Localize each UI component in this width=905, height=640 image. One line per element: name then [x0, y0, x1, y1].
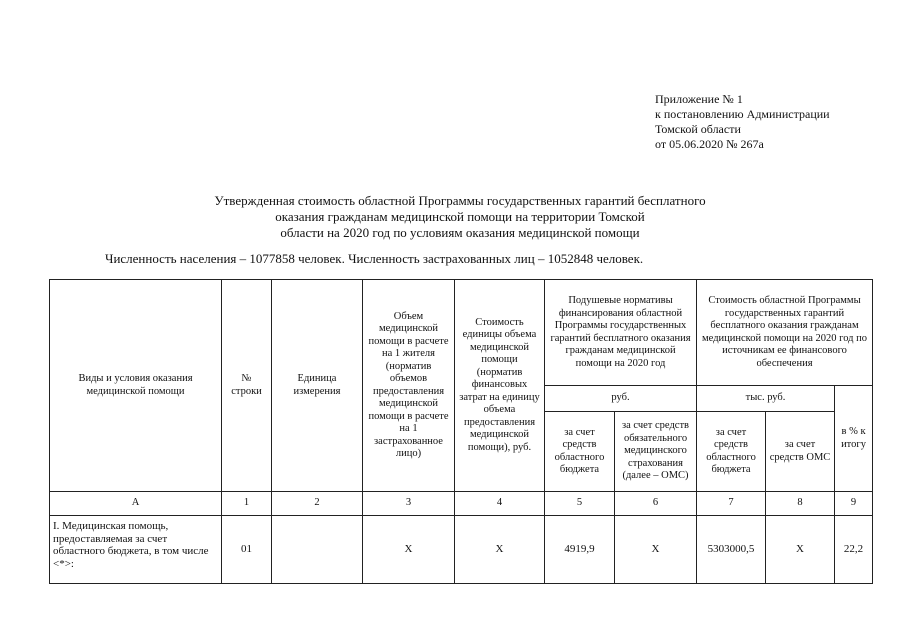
appendix-line: Томской области: [655, 122, 741, 136]
column-number-row: [50, 492, 873, 516]
row-per-capita-oms: Х: [615, 516, 697, 584]
header-col-4: Стоимость единицы объема медицинской помощи (норматив финансовых затрат на единицу объема предоставления медицинской помощи), руб.: [455, 280, 545, 492]
column-number: 6: [615, 492, 697, 516]
program-cost-table: [49, 279, 873, 584]
header-col-7: за счет средств областного бюджета: [697, 412, 766, 492]
document-title: [140, 193, 780, 241]
row-per-capita-budget: 4919,9: [545, 516, 615, 584]
row-unit: [272, 516, 363, 584]
header-group-cost: Стоимость областной Программы государственных гарантий бесплатного оказания гражданам медицинской помощи на 2020 год по источникам ее финансового обеспечения: [697, 280, 873, 386]
header-col-9: в % к итогу: [835, 386, 873, 492]
title-line: Утвержденная стоимость областной Программы государственных гарантий бесплатного: [214, 193, 706, 208]
population-line: Численность населения – 1077858 человек. Численность застрахованных лиц – 1052848 человек.: [105, 251, 644, 266]
appendix-line: к постановлению Администрации: [655, 107, 830, 121]
column-number: 2: [272, 492, 363, 516]
title-line: области на 2020 год по условиям оказания медицинской помощи: [280, 225, 640, 240]
header-unit-thousand-rub: тыс. руб.: [697, 386, 835, 412]
appendix-line: от 05.06.2020 № 267а: [655, 137, 764, 151]
column-number: 1: [222, 492, 272, 516]
header-col-2: Единица измерения: [272, 280, 363, 492]
column-number: 5: [545, 492, 615, 516]
header-col-5: за счет средств областного бюджета: [545, 412, 615, 492]
row-label: I. Медицинская помощь, предоставляемая за счет областного бюджета, в том числе <*>:: [50, 516, 222, 584]
header-col-3: Объем медицинской помощи в расчете на 1 жителя (норматив объемов предоставления медицинской помощи в расчете на 1 застрахованное лицо): [363, 280, 455, 492]
header-col-8: за счет средств ОМС: [766, 412, 835, 492]
header-group-per-capita: Подушевые нормативы финансирования областной Программы государственных гарантий бесплатного оказания гражданам медицинской помощи на 2020 год: [545, 280, 697, 386]
column-number: 3: [363, 492, 455, 516]
column-number: А: [50, 492, 222, 516]
row-cost-oms: Х: [766, 516, 835, 584]
row-unit-cost: Х: [455, 516, 545, 584]
row-volume: Х: [363, 516, 455, 584]
header-col-a: Виды и условия оказания медицинской помощи: [50, 280, 222, 492]
header-unit-rub: руб.: [545, 386, 697, 412]
row-percent: 22,2: [835, 516, 873, 584]
title-line: оказания гражданам медицинской помощи на территории Томской: [275, 209, 645, 224]
table-row: [50, 516, 873, 584]
appendix-block: [655, 92, 830, 152]
header-col-1: № строки: [222, 280, 272, 492]
column-number: 4: [455, 492, 545, 516]
column-number: 8: [766, 492, 835, 516]
row-number: 01: [222, 516, 272, 584]
header-col-6: за счет средств обязательного медицинского страхования (далее – ОМС): [615, 412, 697, 492]
appendix-line: Приложение № 1: [655, 92, 743, 106]
row-cost-budget: 5303000,5: [697, 516, 766, 584]
column-number: 7: [697, 492, 766, 516]
column-number: 9: [835, 492, 873, 516]
